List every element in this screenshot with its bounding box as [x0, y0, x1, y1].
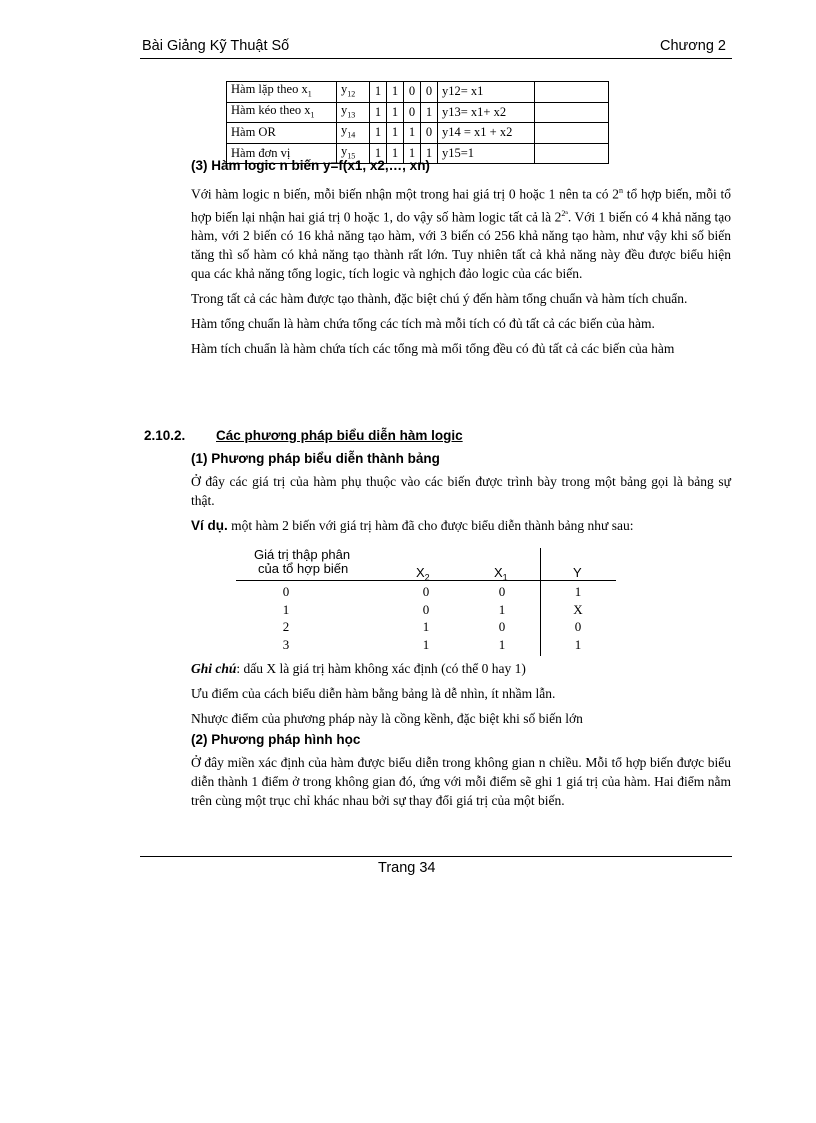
truth-table-row [236, 637, 616, 655]
ghi-chu-label: Ghi chú [191, 661, 237, 676]
disadvantage-paragraph: Nhược điểm của phương pháp này là cồng kềnh, đặc biệt khi số biến lớn [191, 711, 583, 726]
function-table-row [227, 82, 609, 103]
section-3-paragraph-2: Trong tất cả các hàm được tạo thành, đặc biệt chú ý đến hàm tổng chuẩn và hàm tích chuẩn. [191, 291, 688, 306]
function-name: Hàm kéo theo $x_1$ [227, 102, 337, 123]
section-3-heading: (3) Hàm logic n biến y=f(x1, x2,…, xn) [191, 158, 430, 173]
function-bit: 1 [387, 82, 404, 103]
function-bit: 1 [370, 143, 387, 164]
method-2-paragraph: Ở đây miền xác định của hàm được biểu diễn trong không gian n chiều. Mỗi tổ hợp biến được biểu diễn thành 1 điểm ở trong không gian đó, ứng với mỗi điểm sẽ ghi 1 giá trị của hàm. Hai điểm nằm trên cùng một trục chỉ khác nhau bởi sự thay đổi giá trị của một biến. [191, 755, 731, 808]
truth-table-header-x2: $X_2$ [416, 565, 430, 583]
function-bit: 1 [387, 143, 404, 164]
function-bit: 0 [404, 102, 421, 123]
function-symbol: $y_{13}$ [337, 102, 370, 123]
truth-x1: 0 [498, 619, 506, 634]
function-symbol: $y_{14}$ [337, 123, 370, 144]
section-title: Các phương pháp biểu diễn hàm logic [216, 428, 463, 443]
function-bit: 1 [370, 82, 387, 103]
function-symbol: $y_{15}$ [337, 143, 370, 164]
function-name: Hàm đơn vị [227, 143, 337, 164]
method-1-heading: (1) Phương pháp biểu diễn thành bảng [191, 451, 440, 466]
function-note [535, 102, 609, 123]
truth-table-divider [236, 580, 616, 581]
function-bit: 1 [404, 123, 421, 144]
function-bit: 1 [387, 102, 404, 123]
truth-y: X [573, 601, 583, 617]
section-heading-2-10-2 [144, 428, 463, 443]
method-1 [191, 451, 731, 535]
function-expression: y13= x1+ x2 [438, 102, 535, 123]
function-note [535, 123, 609, 144]
section-3-paragraph-1: Với hàm logic n biến, mỗi biến nhận một trong hai giá trị 0 hoặc 1 nên ta có 2$^n$ tổ hợp biến, mỗi tổ hợp biến lại nhận hai giá trị 0 hoặc 1, do vậy số hàm logic tất cả là $2^{2^n}$. Với 1 biến có 4 khả năng tạo hàm, với 2 biến có 16 khả năng tạo hàm, với 3 biến có 256 khả năng tạo hàm, như vậy khi số biến tăng thì số hàm có khả năng tạo thành rất lớn. Tuy nhiên tất cả khả năng này đều được biểu hiện qua các khả năng tổng logic, tích logic và nghịch đảo logic của các biến. [191, 186, 732, 281]
page-number: Trang 34 [378, 860, 436, 876]
truth-decimal: 0 [282, 584, 290, 599]
method-2-heading: (2) Phương pháp hình học [191, 732, 361, 747]
truth-table-header-y: Y [573, 565, 582, 580]
function-note [535, 82, 609, 103]
function-bit: 1 [387, 123, 404, 144]
function-name: Hàm OR [227, 123, 337, 144]
truth-x2: 1 [422, 619, 430, 634]
function-table-row [227, 123, 609, 144]
function-bit: 1 [370, 102, 387, 123]
truth-x2: 0 [422, 584, 430, 599]
function-bit: 0 [421, 123, 438, 144]
section-3-paragraph-3: Hàm tổng chuẩn là hàm chứa tổng các tích mà mỗi tích có đủ tất cả các biến của hàm. [191, 316, 655, 331]
function-table-row [227, 102, 609, 123]
truth-table [236, 548, 616, 656]
footer-divider [140, 856, 732, 857]
method-1-paragraph: Ở đây các giá trị của hàm phụ thuộc vào các biến được trình bày trong một bảng gọi là bảng sự thật. [191, 474, 731, 508]
function-expression: y14 = x1 + x2 [438, 123, 535, 144]
truth-decimal: 2 [282, 619, 290, 634]
truth-x1: 1 [498, 636, 506, 652]
function-expression: y12= x1 [438, 82, 535, 103]
function-symbol: $y_{12}$ [337, 82, 370, 103]
header-chapter: Chương 2 [660, 38, 726, 54]
section-number: 2.10.2. [144, 428, 186, 443]
function-table [226, 81, 609, 164]
function-bit: 0 [404, 82, 421, 103]
truth-x1: 0 [498, 584, 506, 599]
truth-x2: 1 [422, 636, 430, 652]
truth-y: 0 [574, 619, 582, 634]
function-bit: 1 [370, 123, 387, 144]
truth-table-row [236, 619, 616, 637]
section-3 [191, 158, 731, 358]
function-bit: 1 [421, 143, 438, 164]
truth-decimal: 1 [282, 601, 290, 617]
page-header [140, 36, 732, 59]
truth-table-row [236, 584, 616, 602]
header-title: Bài Giảng Kỹ Thuật Số [142, 38, 290, 54]
truth-x1: 1 [498, 601, 506, 617]
ghi-chu: Ghi chú: dấu X là giá trị hàm không xác định (có thể 0 hay 1) [191, 661, 526, 676]
truth-decimal: 3 [282, 636, 290, 652]
truth-x2: 0 [422, 601, 430, 617]
truth-y: 1 [574, 584, 582, 599]
example-label: Ví dụ. [191, 518, 228, 533]
function-expression: y15=1 [438, 143, 535, 164]
function-name: Hàm lặp theo $x_1$ [227, 82, 337, 103]
truth-table-row [236, 602, 616, 620]
function-bit: 1 [421, 102, 438, 123]
example-paragraph: Ví dụ. một hàm 2 biến với giá trị hàm đã cho được biểu diễn thành bảng như sau: [191, 518, 634, 533]
advantage-paragraph: Ưu điểm của cách biểu diễn hàm bằng bảng là dễ nhìn, ít nhầm lẫn. [191, 686, 556, 701]
section-3-paragraph-4: Hàm tích chuẩn là hàm chứa tích các tổng mà mổi tổng đều có đủ tất cả các biến của hàm [191, 341, 675, 356]
function-bit: 1 [404, 143, 421, 164]
function-bit: 0 [421, 82, 438, 103]
truth-table-header-x1: $X_1$ [494, 565, 508, 583]
truth-table-header-decimal: Giá trị thập phân của tổ hợp biến [254, 547, 351, 576]
notes [191, 659, 731, 810]
truth-y: 1 [574, 636, 582, 652]
